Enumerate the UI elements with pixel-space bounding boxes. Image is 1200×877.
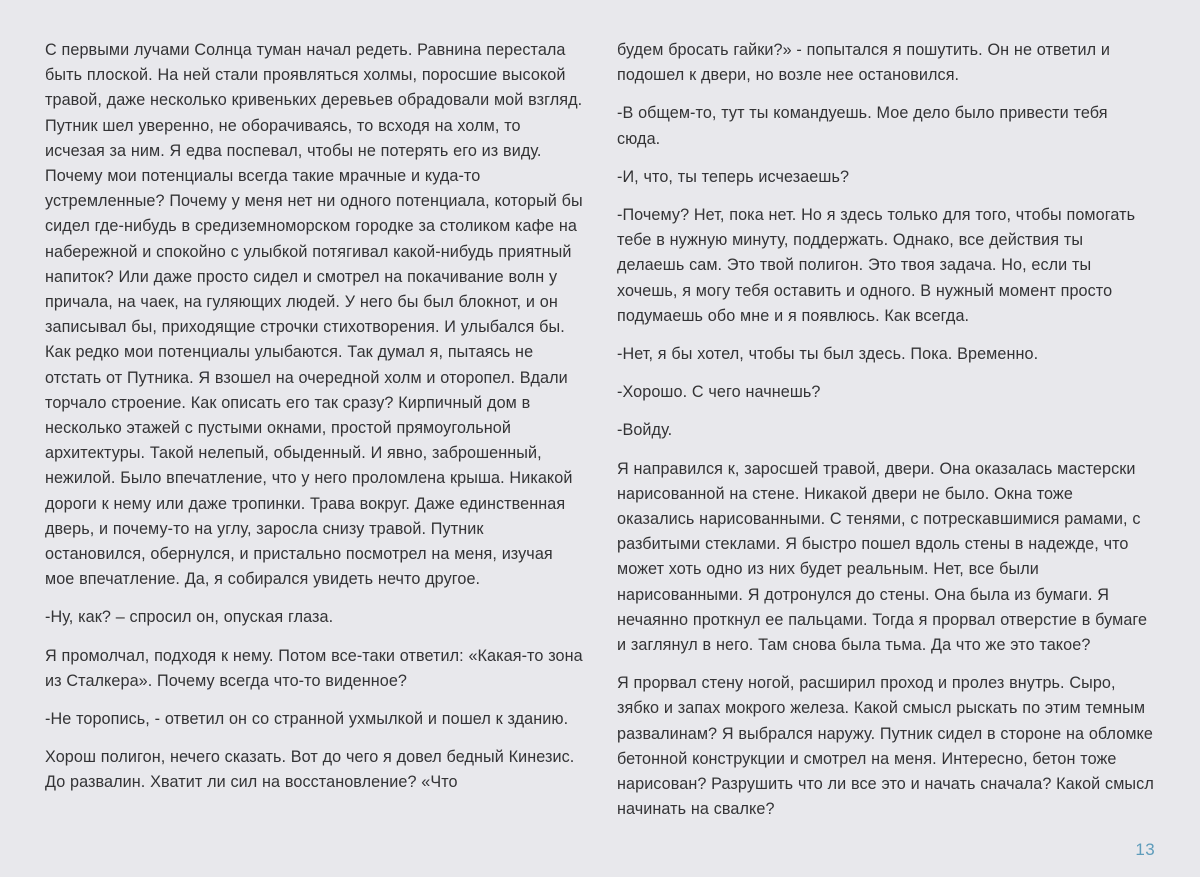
paragraph: Я промолчал, подходя к нему. Потом все-таки ответил: «Какая-то зона из Сталкера». Почему всегда что-то виденное?	[45, 646, 583, 690]
paragraph: -В общем-то, тут ты командуешь. Мое дело было привести тебя сюда.	[617, 104, 1108, 148]
paragraph: -Почему? Нет, пока нет. Но я здесь только для того, чтобы помогать тебе в нужную минуту, поддержать. Однако, все действия ты делаешь сам. Это твой полигон. Это твоя задача. Но, если ты хочешь, я могу тебя оставить и одного. В нужный момент просто подумаешь обо мне и я появлюсь. Как всегда.	[617, 206, 1136, 325]
paragraph: Хорош полигон, нечего сказать. Вот до чего я довел бедный Кинезис. До развалин. Хватит ли сил на восстановление? «Что	[45, 748, 575, 792]
left-text-column	[45, 38, 583, 796]
paragraph: -Нет, я бы хотел, чтобы ты был здесь. Пока. Временно.	[617, 345, 1039, 364]
paragraph: С первыми лучами Солнца туман начал редеть. Равнина перестала быть плоской. На ней стали проявляться холмы, поросшие высокой травой, даже несколько кривеньких деревьев обрадовали мой взгляд. Путник шел уверенно, не оборачиваясь, то всходя на холм, то исчезая за ним. Я едва поспевал, чтобы не потерять его из виду. Почему мои потенциалы всегда такие мрачные и куда-то устремленные? Почему у меня нет ни одного потенциала, который бы сидел где-нибудь в средиземноморском городке за столиком кафе на набережной и спокойно с улыбкой потягивал какой-нибудь приятный напиток? Или даже просто сидел и смотрел на покачивание волн у причала, на чаек, на гуляющих людей. У него бы был блокнот, и он записывал бы, приходящие строчки стихотворения. И улыбался бы. Как редко мои потенциалы улыбаются. Так думал я, пытаясь не отстать от Путника. Я взошел на очередной холм и оторопел. Вдали торчало строение. Как описать его так сразу? Кирпичный дом в несколько этажей с пустыми окнами, простой прямоугольной архитектуры. Такой нелепый, обыденный. И явно, заброшенный, нежилой. Было впечатление, что у него проломлена крыша. Никакой дороги к нему или даже тропинки. Трава вокруг. Даже единственная дверь, и почему-то на углу, заросла снизу травой. Путник остановился, обернулся, и пристально посмотрел на меня, изучая мое впечатление. Да, я собирался увидеть нечто другое.	[45, 41, 583, 589]
paragraph: -Войду.	[617, 421, 673, 440]
paragraph: -Хорошо. С чего начнешь?	[617, 383, 821, 402]
paragraph: будем бросать гайки?» - попытался я пошутить. Он не ответил и подошел к двери, но возле нее остановился.	[617, 41, 1111, 85]
paragraph: -Ну, как? – спросил он, опуская глаза.	[45, 608, 334, 627]
two-column-text-body	[45, 38, 1155, 828]
paragraph: Я прорвал стену ногой, расширил проход и пролез внутрь. Сыро, зябко и запах мокрого железа. Какой смысл рыскать по этим темным развалинам? Я выбрался наружу. Путник сидел в стороне на обломке бетонной конструкции и смотрел на меня. Интересно, бетон тоже нарисован? Разрушить что ли все это и начать сначала? Какой смысл начинать на свалке?	[617, 674, 1154, 819]
paragraph: Я направился к, заросшей травой, двери. Она оказалась мастерски нарисованной на стене. Никакой двери не было. Окна тоже оказались нарисованными. С тенями, с потрескавшимися рамами, с разбитыми стеклами. Я быстро пошел вдоль стены в надежде, что может хоть одно из них будет реальным. Нет, все были нарисованными. Я дотронулся до стены. Она была из бумаги. Я нечаянно проткнул ее пальцами. Тогда я прорвал отверстие в бумаге и заглянул в него. Там снова была тьма. Да что же это такое?	[617, 459, 1148, 655]
paragraph: -И, что, ты теперь исчезаешь?	[617, 167, 850, 186]
paragraph: -Не торопись, - ответил он со странной ухмылкой и пошел к зданию.	[45, 710, 569, 729]
page-number: 13	[1135, 840, 1155, 859]
right-text-column	[617, 38, 1155, 822]
